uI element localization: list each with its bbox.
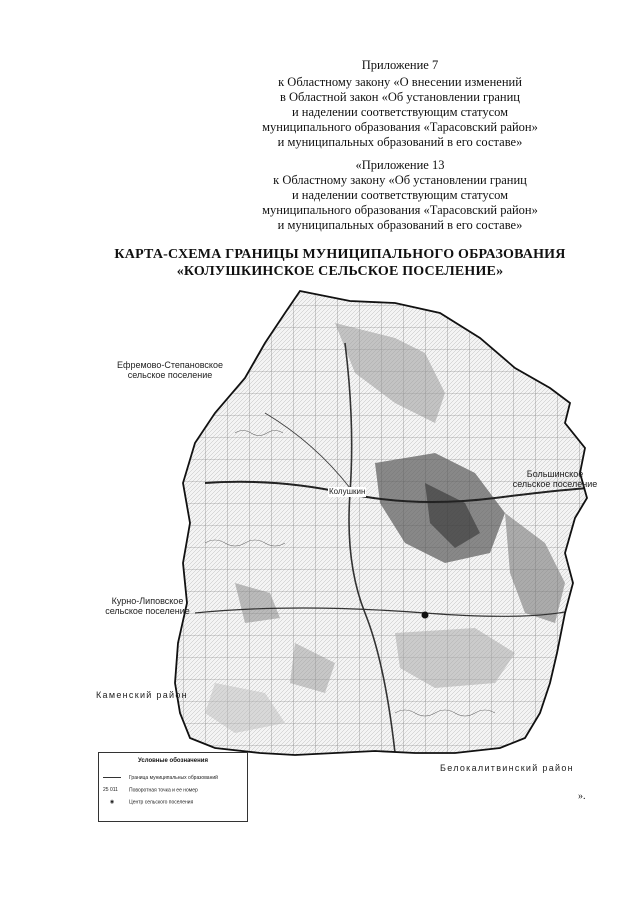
label-kurno-line2: сельское поселение bbox=[105, 606, 190, 616]
label-efremovo-line2: сельское поселение bbox=[127, 370, 213, 380]
label-kolushkin: Колушкин bbox=[329, 487, 366, 496]
legend-label: Граница муниципальных образований bbox=[129, 775, 218, 781]
appendix13-line: муниципального образования «Тарасовский район» bbox=[262, 203, 538, 217]
legend-item-boundary bbox=[103, 775, 218, 781]
label-efremovo bbox=[115, 360, 225, 380]
legend-label: Центр сельского поселения bbox=[129, 799, 194, 806]
label-bolshinsk-line2: сельское поселение bbox=[512, 479, 598, 489]
legend-label: Поворотная точка и ее номер bbox=[129, 787, 198, 794]
label-kurno bbox=[100, 596, 195, 616]
boundary-line-icon bbox=[103, 777, 121, 778]
legend-title: Условные обозначения bbox=[138, 758, 208, 764]
map-title-line-1: КАРТА-СХЕМА ГРАНИЦЫ МУНИЦИПАЛЬНОГО ОБРАЗОВАНИЯ bbox=[114, 247, 566, 262]
label-belokalitv: Белокалитвинский район bbox=[440, 763, 574, 773]
settlement-center-marker bbox=[422, 612, 429, 619]
appendix-number: Приложение 7 bbox=[361, 58, 439, 72]
appendix-header bbox=[220, 58, 580, 150]
appendix13-line: и муниципальных образований в его составе» bbox=[277, 218, 523, 232]
appendix13-header bbox=[220, 158, 580, 233]
header-line: и наделении соответствующим статусом bbox=[291, 105, 509, 119]
appendix13-number: «Приложение 13 bbox=[355, 158, 445, 172]
header-line: к Областному закону «О внесении изменений bbox=[278, 75, 522, 89]
legend-item-point bbox=[103, 787, 198, 793]
map-title bbox=[60, 246, 620, 280]
map-legend bbox=[98, 752, 248, 822]
closing-quote: ». bbox=[578, 791, 586, 802]
label-efremovo-line1: Ефремово-Степановское bbox=[117, 360, 223, 370]
appendix13-line: и наделении соответствующим статусом bbox=[291, 188, 509, 202]
label-kurno-line1: Курно-Липовское bbox=[111, 596, 184, 606]
appendix13-line: к Областному закону «Об установлении границ bbox=[273, 173, 527, 187]
label-kamensk: Каменский район bbox=[96, 690, 188, 700]
label-bolshinsk-line1: Большинское bbox=[526, 469, 584, 479]
map-title-line-2: «КОЛУШКИНСКОЕ СЕЛЬСКОЕ ПОСЕЛЕНИЕ» bbox=[176, 264, 504, 279]
legend-item-center bbox=[103, 799, 193, 805]
label-bolshinsk bbox=[505, 469, 605, 489]
header-line: и муниципальных образований в его составе» bbox=[277, 135, 523, 149]
turning-point-icon: 25 011 bbox=[103, 787, 118, 793]
header-line: муниципального образования «Тарасовский район» bbox=[262, 120, 538, 134]
settlement-center-icon: ◉ bbox=[109, 799, 115, 805]
header-line: в Областной закон «Об установлении границ bbox=[279, 90, 520, 104]
